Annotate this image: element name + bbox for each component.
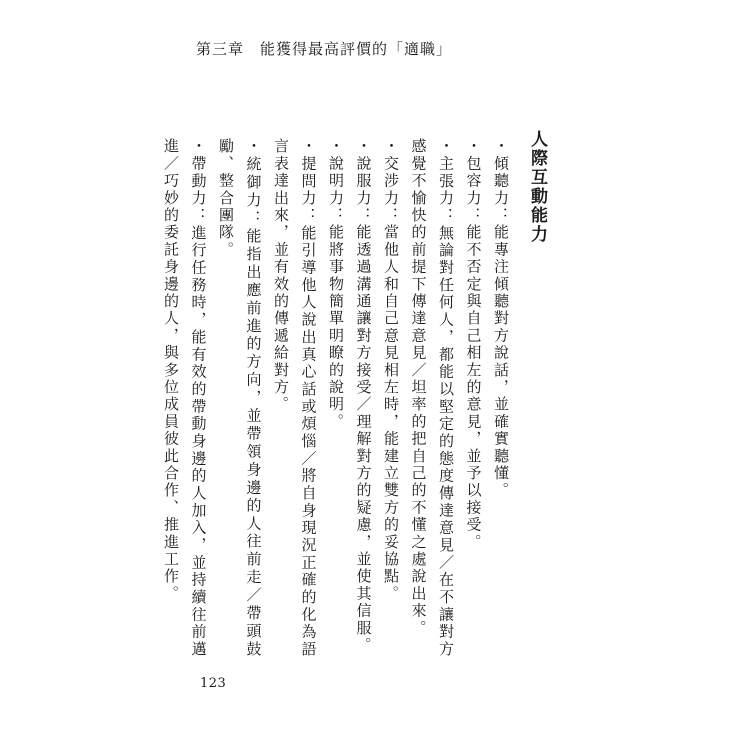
paragraph-questioning: ・提問力：能引導他人說出真心話或煩惱／將自身現況正確的化為語言表達出來，並有效的傳遞給對方。 [272,138,318,658]
body-text [157,138,515,658]
paragraph-listening: ・傾聽力：能專注傾聽對方說話，並確實聽懂。 [492,138,510,500]
section-heading: 人際互動能力 [527,130,547,244]
paragraph-tolerance: ・包容力：能不否定與自己相左的意見，並予以接受。 [464,138,483,551]
running-header: 第三章 能獲得最高評價的「適職」 [196,40,453,58]
paragraph-negotiation: ・交涉力：當他人和自己意見相左時，能建立雙方的妥協點。 [382,138,400,603]
paragraph-mobilization: ・帶動力：進行任務時，能有效的帶動身邊的人加入，並持續往前邁進／巧妙的委託身邊的人，與多位成員彼此合作、推進工作。 [162,138,208,658]
paragraph-explanation: ・說明力：能將事物簡單明瞭的說明。 [327,138,345,431]
paragraph-persuasion: ・說服力：能透過溝通讓對方接受／理解對方的疑慮，並使其信服。 [354,138,373,654]
page-number: 123 [200,676,227,691]
paragraph-leadership: ・統御力：能指出應前進的方向，並帶領身邊的人往前走／帶頭鼓勵、整合團隊。 [217,138,263,658]
paragraph-assertion: ・主張力：無論對任何人，都能以堅定的態度傳達意見／在不讓對方感覺不愉快的前提下傳達意見／坦率的把自己的不懂之處說出來。 [409,138,455,658]
